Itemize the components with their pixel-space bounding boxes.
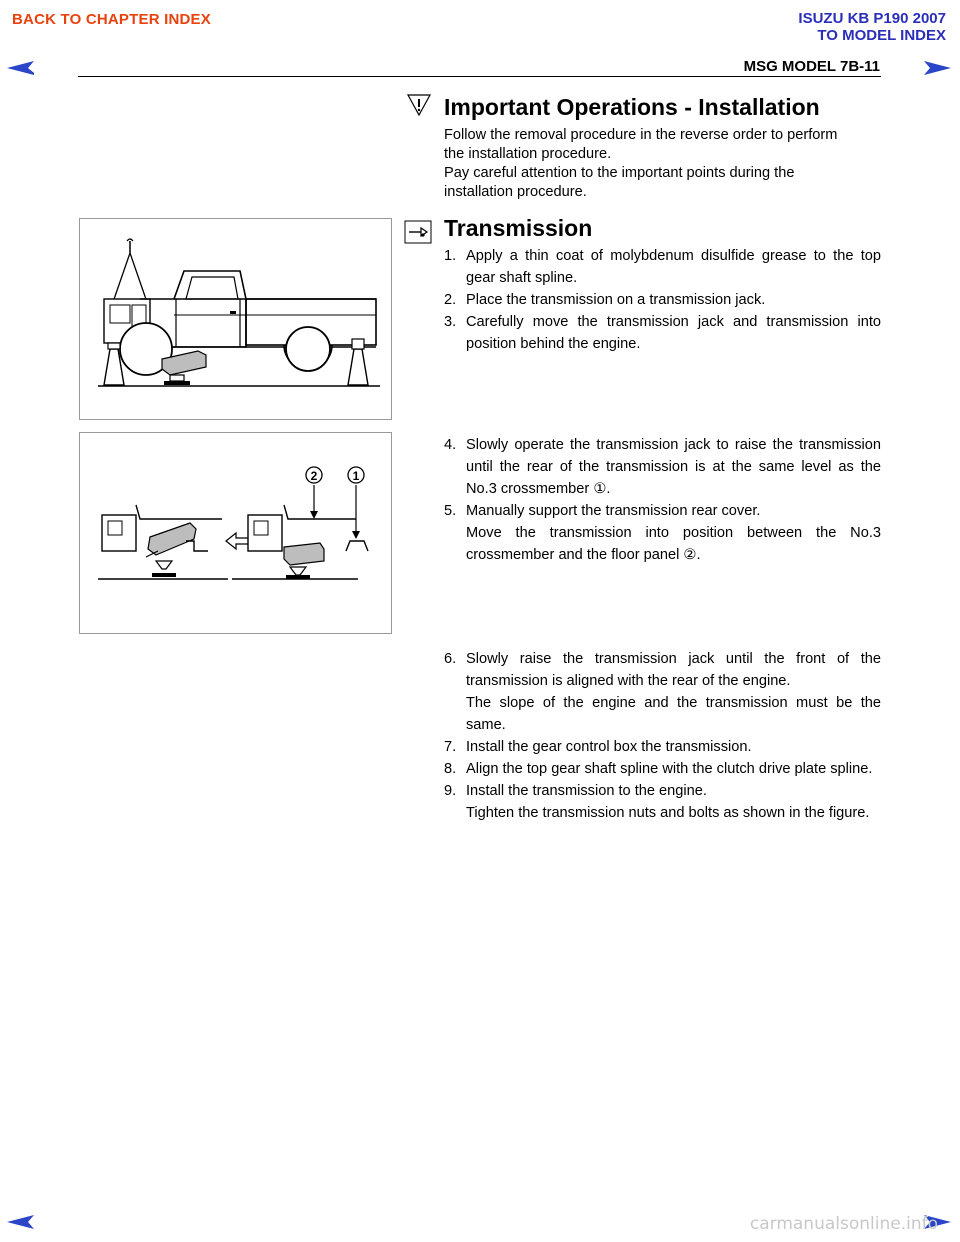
positioning-illustration xyxy=(80,433,391,633)
model-title: ISUZU KB P190 2007 xyxy=(798,10,946,27)
list-item xyxy=(444,245,881,289)
list-item xyxy=(444,434,881,500)
figure-transmission-positioning xyxy=(79,432,392,634)
next-page-arrow-icon[interactable] xyxy=(922,60,952,76)
figure-truck-transmission-jack xyxy=(79,218,392,420)
list-item xyxy=(444,758,881,780)
step-number: 9. xyxy=(444,783,457,799)
steps-group-1 xyxy=(444,245,881,355)
model-index-link[interactable] xyxy=(798,10,946,44)
back-to-chapter-index-link[interactable]: BACK TO CHAPTER INDEX xyxy=(12,11,211,28)
list-item xyxy=(444,736,881,758)
caution-triangle-icon xyxy=(406,93,432,117)
step-number: 2. xyxy=(444,292,457,308)
step-number: 3. xyxy=(444,314,457,330)
step-text: Carefully move the transmission jack and transmission into position behind the engine. xyxy=(466,314,881,352)
steps-group-3 xyxy=(444,648,881,824)
step-number: 4. xyxy=(444,437,457,453)
step-text: Install the gear control box the transmission. xyxy=(466,739,752,755)
list-item xyxy=(444,500,881,522)
step-continuation: The slope of the engine and the transmission must be the same. xyxy=(466,695,881,733)
intro-line: the installation procedure. xyxy=(444,146,612,162)
to-model-index-label: TO MODEL INDEX xyxy=(817,27,946,44)
previous-page-arrow-icon[interactable] xyxy=(6,1214,36,1230)
list-item xyxy=(444,289,881,311)
step-continuation: Move the transmission into position between the No.3 crossmember and the floor panel ②. xyxy=(466,525,881,563)
step-continuation: Tighten the transmission nuts and bolts as shown in the figure. xyxy=(466,805,870,821)
step-text: Slowly operate the transmission jack to raise the transmission until the rear of the transmission is at the same level as the No.3 crossmember ①. xyxy=(466,437,881,497)
intro-line: Follow the removal procedure in the reverse order to perform xyxy=(444,127,838,143)
step-number: 1. xyxy=(444,248,457,264)
callout-2-label: 2 xyxy=(310,469,318,483)
intro-line: installation procedure. xyxy=(444,184,587,200)
installation-heading: Important Operations - Installation xyxy=(444,94,820,120)
step-text: Install the transmission to the engine. xyxy=(466,783,707,799)
header-rule xyxy=(78,76,881,77)
step-text: Align the top gear shaft spline with the clutch drive plate spline. xyxy=(466,761,873,777)
callout-1-label: 1 xyxy=(352,469,360,483)
truck-illustration xyxy=(80,219,391,419)
list-item xyxy=(444,780,881,802)
steps-group-2 xyxy=(444,434,881,566)
step-number: 7. xyxy=(444,739,457,755)
transmission-heading: Transmission xyxy=(444,215,593,241)
step-text: Slowly raise the transmission jack until the front of the transmission is aligned with the rear of the engine. xyxy=(466,651,881,689)
step-text: Place the transmission on a transmission jack. xyxy=(466,292,766,308)
step-text: Apply a thin coat of molybdenum disulfide grease to the top gear shaft spline. xyxy=(466,248,881,286)
step-number: 6. xyxy=(444,651,457,667)
previous-page-arrow-icon[interactable] xyxy=(6,60,36,76)
list-item xyxy=(444,648,881,692)
installation-intro xyxy=(444,126,884,202)
page-header-title: MSG MODEL 7B-11 xyxy=(743,58,880,75)
intro-line: Pay careful attention to the important points during the xyxy=(444,165,795,181)
step-number: 8. xyxy=(444,761,457,777)
step-text: Manually support the transmission rear cover. xyxy=(466,503,761,519)
list-item xyxy=(444,311,881,355)
step-number: 5. xyxy=(444,503,457,519)
install-procedure-icon xyxy=(404,220,432,244)
watermark: carmanualsonline.info xyxy=(749,1214,938,1234)
